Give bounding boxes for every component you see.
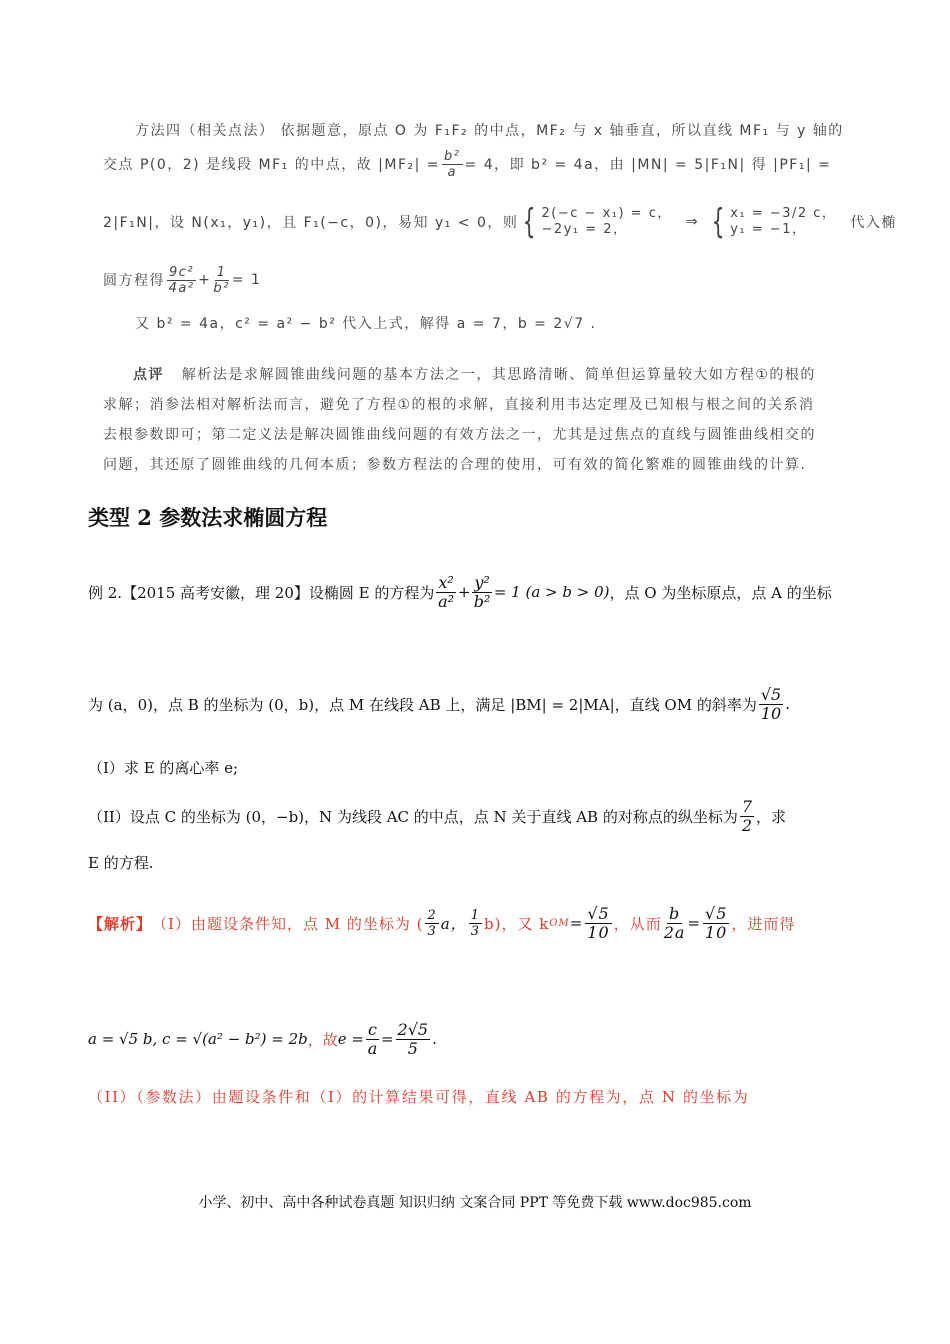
frac-den: a	[367, 1038, 378, 1058]
frac-num: y²	[474, 572, 490, 592]
period: .	[785, 695, 790, 713]
frac-num: b²	[444, 148, 461, 164]
m-coord-mid: a，	[440, 914, 467, 933]
method4-line2-a: 交点 P(0，2) 是线段 MF₁ 的中点，故 |MF₂| =	[103, 157, 441, 173]
method4-line2-b: = 4，即 b² = 4a，由 |MN| = 5|F₁N| 得 |PF₁| =	[464, 157, 832, 173]
frac-den: 5	[407, 1038, 418, 1058]
solution-line3	[88, 1086, 749, 1107]
c-over-a-fraction	[366, 1019, 379, 1058]
frac-num: 9c²	[169, 264, 195, 280]
comment-line4: 问题，其还原了圆锥曲线的几何本质；参数方程法的合理的使用，可有效的简化繁难的圆锥曲线的计算.	[103, 457, 807, 473]
frac-den: 10	[760, 703, 782, 723]
solution-p3: （II）（参数法）由题设条件和（I）的计算结果可得，直线 AB 的方程为	[88, 1088, 623, 1106]
frac-den: 3	[427, 923, 437, 939]
frac-den: a	[447, 164, 458, 180]
frac-den: 4a²	[168, 280, 195, 296]
frac-num: √5	[760, 684, 782, 704]
system2-row1: x₁ = −3/2 c，	[730, 205, 837, 221]
comment-line1	[133, 364, 816, 384]
method4-line4	[103, 262, 261, 298]
b2-over-a-fraction	[442, 150, 462, 179]
a-c-relations: a = √5 b, c = √(a² − b²) = 2b	[88, 1030, 308, 1048]
example-line2-a: 为 (a，0)，点 B 的坐标为 (0，b)，点 M 在线段 AB 上，满足 |BM| = 2|MA|，直线 OM 的斜率为	[88, 695, 757, 714]
system1-row2: −2y₁ = 2，	[541, 222, 628, 237]
k-om-fraction	[585, 903, 611, 942]
frac-num: 2√5	[397, 1019, 429, 1039]
frac-den: b²	[473, 591, 491, 611]
plus-sign: +	[457, 583, 471, 601]
slope-fraction	[759, 684, 783, 723]
frac-num: b	[668, 903, 681, 923]
seven-halves-fraction	[740, 796, 754, 835]
solution-p1-c: ，进而得	[731, 914, 796, 933]
question-2-c: E 的方程.	[88, 854, 154, 872]
k-subscript: OM	[549, 917, 570, 929]
solution-p1-b: ，从而	[613, 914, 662, 933]
footer-text: 小学、初中、高中各种试卷真题 知识归纳 文案合同 PPT 等免费下载 www.doc985.com	[198, 1195, 752, 1211]
method4-line3-b: 代入椭	[850, 215, 897, 231]
frac-den: a²	[438, 591, 455, 611]
frac-num: 1	[470, 907, 480, 923]
method4-line4-a: 圆方程得	[103, 273, 165, 289]
frac-num: x²	[438, 572, 454, 592]
method4-line3	[103, 196, 897, 248]
solution-tag: 【解析】	[88, 914, 153, 933]
solution-p2-b: ，故	[307, 1030, 338, 1049]
frac-den: b²	[213, 280, 230, 296]
m-coord-end: b)，又 k	[483, 914, 550, 933]
system1-row1: 2(−c − x₁) = c，	[541, 205, 672, 221]
implies-arrow: ⇒	[685, 214, 700, 230]
section-heading: 类型 2 参数法求椭圆方程	[88, 505, 328, 530]
frac-den: 10	[705, 922, 728, 942]
frac-num: 1	[216, 264, 227, 280]
system2-row2: y₁ = −1，	[730, 222, 807, 237]
left-brace-icon: {	[523, 202, 537, 242]
comment-line2: 求解；消参法相对解析法而言，避免了方程①的根的求解，直接利用韦达定理及已知根与根之间的关系消	[103, 397, 815, 413]
solution-line2	[88, 1014, 437, 1064]
comment-text-1: 解析法是求解圆锥曲线问题的基本方法之一，其思路清晰、简单但运算量较大如方程①的根的	[181, 367, 816, 383]
example-line1	[88, 568, 832, 616]
b-over-2a-fraction	[663, 903, 686, 942]
plus-sign: +	[198, 272, 212, 288]
method4-line4-b: = 1	[231, 272, 262, 288]
root5-over-10-fraction	[703, 903, 729, 942]
frac-num: c	[367, 1019, 377, 1039]
frac-num: 7	[741, 796, 753, 816]
period: .	[432, 1030, 437, 1048]
ellipse-condition: = 1 (a > b > 0)	[493, 583, 610, 601]
comment-line3: 去根参数即可；第二定义法是解决圆锥曲线问题的有效方法之一，尤其是过焦点的直线与圆锥曲线相交的	[103, 427, 816, 443]
9c2-over-4a2-fraction	[167, 266, 196, 295]
question-1: （I）求 E 的离心率 e;	[88, 759, 239, 777]
equals-sign: =	[380, 1030, 394, 1048]
method4-line5: 又 b² = 4a，c² = a² − b² 代入上式，解得 a = 7，b = 2√7 .	[135, 316, 597, 332]
method4-line1: 方法四（相关点法） 依据题意，原点 O 为 F₁F₂ 的中点，MF₂ 与 x 轴垂直，所以直线 MF₁ 与 y 轴的	[135, 123, 844, 139]
left-brace-icon: {	[711, 202, 726, 242]
frac-den: 2a	[663, 922, 686, 942]
frac-num: 2	[427, 907, 437, 923]
frac-den: 10	[587, 922, 610, 942]
eccentricity-fraction	[396, 1019, 431, 1058]
comment-label: 点评	[133, 367, 164, 383]
equals-sign: =	[569, 914, 584, 932]
question-2	[88, 792, 786, 840]
frac-num: √5	[705, 903, 728, 923]
y2-over-b2-fraction	[472, 572, 491, 611]
solution-line1	[88, 898, 795, 948]
method4-line3-a: 2|F₁N|，设 N(x₁，y₁)，且 F₁(−c，0)，易知 y₁ < 0，则	[103, 215, 519, 231]
frac-num: √5	[587, 903, 610, 923]
frac-den: 3	[470, 923, 480, 939]
example-line1-b: ，点 O 为坐标原点，点 A 的坐标	[609, 583, 832, 602]
solution-p1-a: （I）由题设条件知，点 M 的坐标为 (	[152, 914, 424, 933]
two-thirds-fraction	[425, 909, 438, 938]
solution-p3-b: ，点 N 的坐标为	[622, 1088, 750, 1106]
example-line2	[88, 680, 790, 728]
question-2-a: （II）设点 C 的坐标为 (0，−b)，N 为线段 AC 的中点，点 N 关于直线 AB 的对称点的纵坐标为	[88, 807, 738, 826]
equals-sign: =	[687, 914, 701, 932]
example-line1-a: 例 2.【2015 高考安徽，理 20】设椭圆 E 的方程为	[88, 583, 435, 602]
equation-system-2	[730, 206, 836, 239]
equation-system-1	[542, 206, 672, 239]
e-label: e =	[337, 1030, 364, 1048]
one-third-fraction	[469, 909, 482, 938]
1-over-b2-fraction	[213, 266, 229, 295]
method4-line2	[103, 148, 831, 180]
x2-over-a2-fraction	[436, 572, 455, 611]
frac-den: 2	[741, 815, 753, 835]
question-2-b: ，求	[756, 807, 787, 826]
